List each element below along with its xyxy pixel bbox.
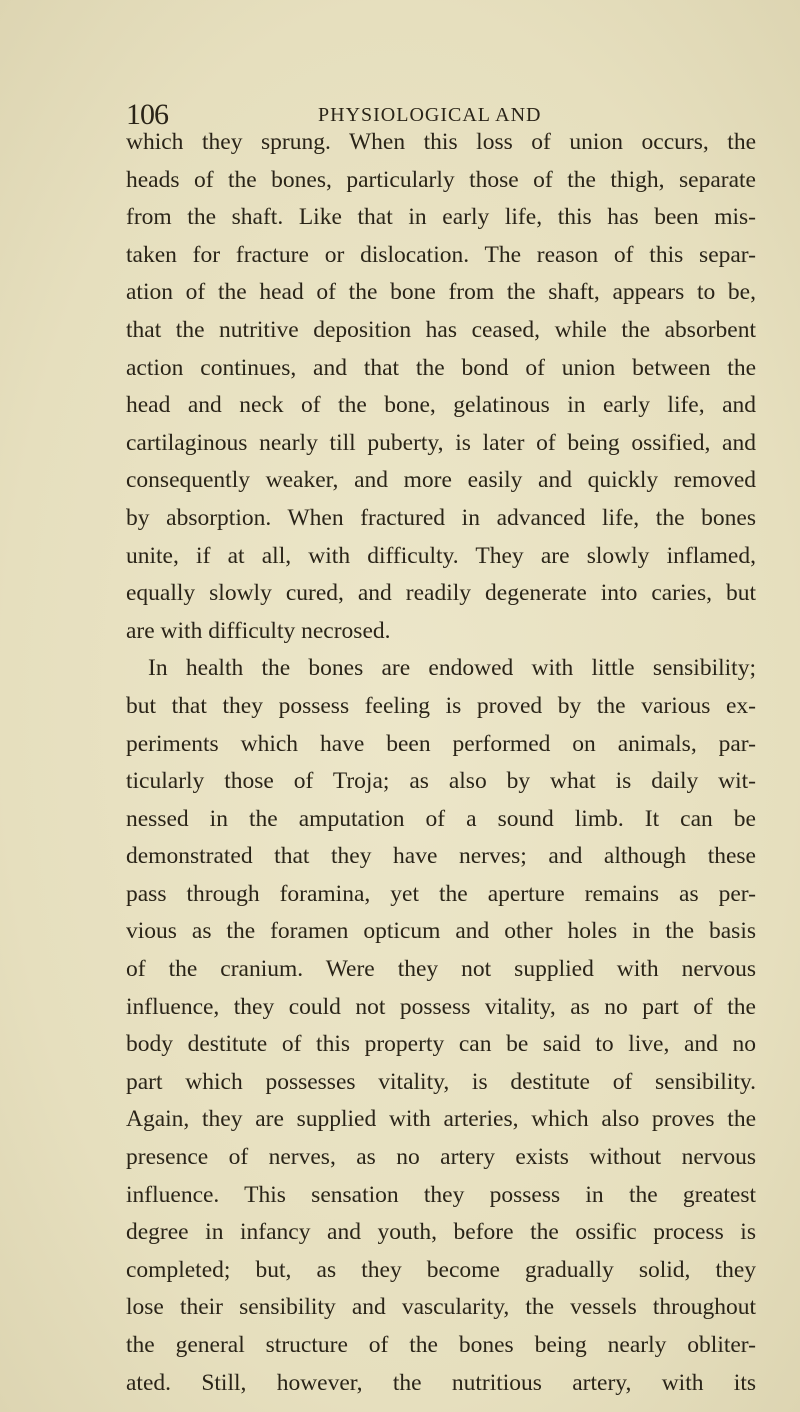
text-line: are with difficulty necrosed. xyxy=(126,617,391,644)
text-line: heads of the bones, particularly those of the thigh, separate xyxy=(126,166,756,193)
running-title: PHYSIOLOGICAL AND xyxy=(318,104,542,126)
text-line: vious as the foramen opticum and other holes in the basis xyxy=(126,918,756,945)
text-line: degree in infancy and youth, before the ossific process is xyxy=(126,1219,756,1246)
text-line: ation of the head of the bone from the shaft, appears to be, xyxy=(126,279,756,306)
text-line: nessed in the amputation of a sound limb. It can be xyxy=(126,805,756,832)
body-text xyxy=(126,124,756,1402)
text-line: demonstrated that they have nerves; and although these xyxy=(126,843,756,870)
text-line: pass through foramina, yet the aperture remains as per- xyxy=(126,880,756,907)
text-line: part which possesses vitality, is destitute of sensibility. xyxy=(126,1068,756,1095)
text-line: lose their sensibility and vascularity, the vessels throughout xyxy=(126,1294,756,1321)
text-line: In health the bones are endowed with little sensibility; xyxy=(148,655,756,682)
text-line: which they sprung. When this loss of union occurs, the xyxy=(126,129,756,155)
text-line: action continues, and that the bond of union between the xyxy=(126,354,756,381)
text-line: consequently weaker, and more easily and quickly removed xyxy=(126,467,756,494)
text-line: head and neck of the bone, gelatinous in early life, and xyxy=(126,392,756,419)
page-number: 106 xyxy=(126,98,168,131)
text-line: Again, they are supplied with arteries, which also proves the xyxy=(126,1106,756,1133)
text-line: unite, if at all, with difficulty. They are slowly inflamed, xyxy=(126,542,756,569)
text-line: body destitute of this property can be said to live, and no xyxy=(126,1031,756,1058)
text-line: taken for fracture or dislocation. The reason of this separ- xyxy=(126,241,756,268)
text-line: ticularly those of Troja; as also by what is daily wit- xyxy=(126,768,756,795)
text-line: the general structure of the bones being nearly obliter- xyxy=(126,1332,756,1358)
text-line: periments which have been performed on animals, par- xyxy=(126,730,756,757)
text-line: but that they possess feeling is proved by the various ex- xyxy=(126,692,756,719)
text-line: influence. This sensation they possess in the greatest xyxy=(126,1181,756,1208)
text-line: cartilaginous nearly till puberty, is later of being ossified, and xyxy=(126,429,756,456)
text-line: equally slowly cured, and readily degenerate into caries, but xyxy=(126,580,756,607)
text-line: influence, they could not possess vitality, as no part of the xyxy=(126,993,756,1020)
text-line: from the shaft. Like that in early life, this has been mis- xyxy=(126,204,756,231)
text-line: presence of nerves, as no artery exists without nervous xyxy=(126,1144,756,1171)
text-line: that the nutritive deposition has ceased, while the absorbent xyxy=(126,316,756,343)
text-line: of the cranium. Were they not supplied with nervous xyxy=(126,956,756,983)
text-line: ated. Still, however, the nutritious artery, with its xyxy=(126,1369,756,1396)
text-line: by absorption. When fractured in advanced life, the bones xyxy=(126,504,756,531)
text-line: completed; but, as they become gradually solid, they xyxy=(126,1256,756,1283)
